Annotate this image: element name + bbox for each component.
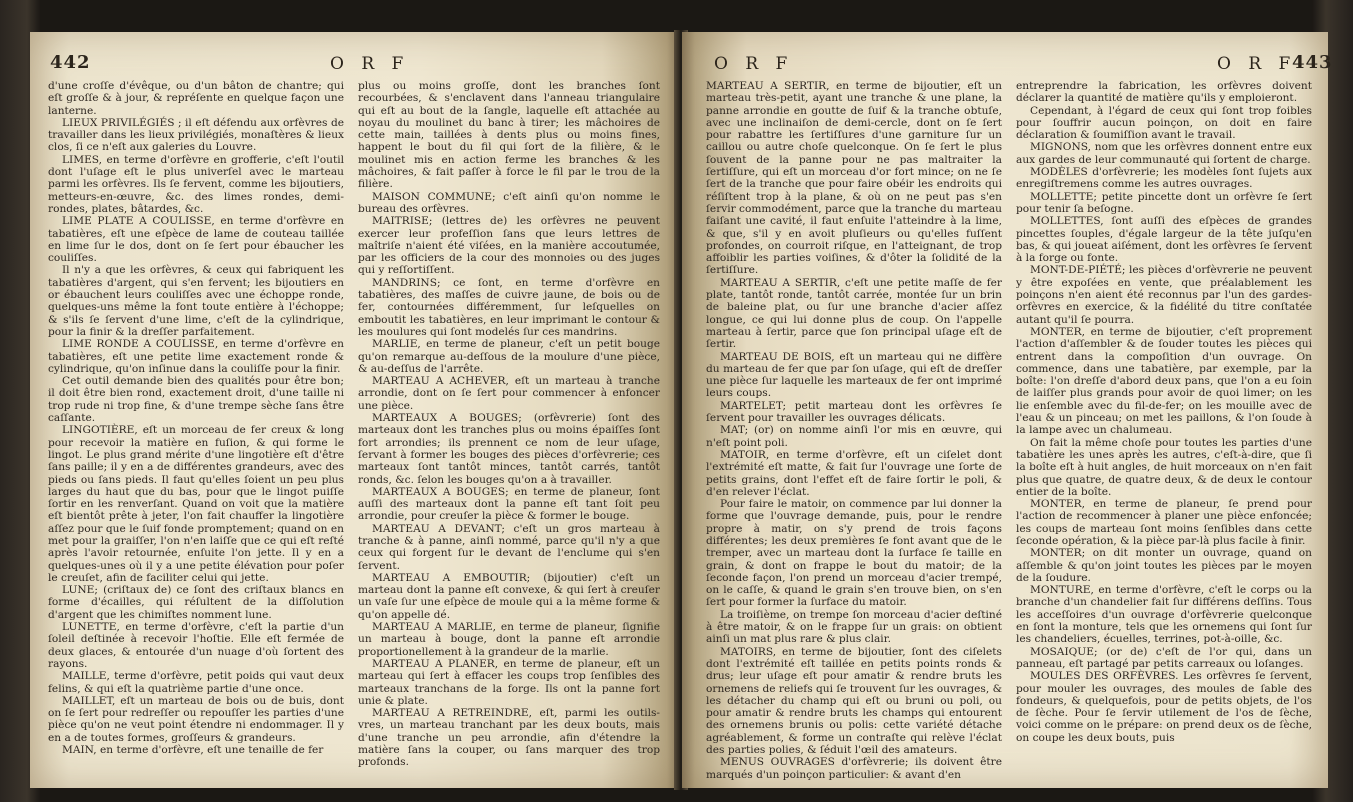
dictionary-entry: LUNETTE, en terme d'orfèvre, c'eſt la partie d'un ſoleil deſtinée à recevoir l'hoſtie. Elle eſt fermée de deux glaces, & entourée d'un nuage d'où ſortent des rayons. [48,621,344,670]
right-page [682,32,1333,788]
dictionary-entry: MAILLE, terme d'orfèvre, petit poids qui vaut deux felins, & qui eſt la quatrième partie d'une once. [48,670,344,695]
dictionary-entry: MARTEAUX A BOUGES; en terme de planeur, ſont auſſi des marteaux dont la panne eſt tant ſoit peu arrondie, pour creuſer la pièce & former le bouge. [358,485,660,523]
left-page-number: 442 [50,52,91,73]
dictionary-entry: MARTEAU A MARLIE, en terme de planeur, ſignifie un marteau à bouge, dont la panne eſt arrondie proportionellement à la grandeur de la marlie. [358,621,660,658]
dictionary-entry: MIGNONS, nom que les orfèvres donnent entre eux aux gardes de leur communauté qui ſortent de charge. [1016,141,1312,166]
dictionary-entry: LIME RONDE A COULISSE, en terme d'orfèvre en tabatières, eſt une petite lime exactement ronde & cylindrique, qu'on inſinue dans la couliſſe pour la finir. [48,338,344,375]
left-page [30,32,680,788]
dictionary-entry: LIME PLATE A COULISSE, en terme d'orfèvre en tabatières, eſt une eſpèce de lame de couteau taillée en lime ſur le dos, dont on ſe ſert pour ébaucher les couliſſes. [48,215,344,265]
dictionary-entry: MARTEAU A ACHEVER, eſt un marteau à tranche arrondie, dont on ſe ſert pour commencer à enfoncer une pièce. [358,375,660,412]
dictionary-entry: MAIN, en terme d'orfèvre, eſt une tenaille de fer [62,744,324,757]
dictionary-entry: d'une croſſe d'évêque, ou d'un bâton de chantre; qui eſt groſſe & à jour, & repréſente en quelque façon une lanterne. [48,80,344,117]
dictionary-entry: LIEUX PRIVILÉGIÉS ; il eſt défendu aux orfèvres de travailler dans les lieux privilégiés, monaſtères & lieux clos, ſi ce n'eſt aux galeries du Louvre. [48,116,344,154]
left-column-1 [48,80,344,756]
dictionary-entry: MARTEAU A SERTIR, c'eſt une petite maſſe de fer plate, tantôt ronde, tantôt carrée, montée ſur un brin de baleine plat, ou ſur une branche d'acier aſſez longue, ce qui lui donne plus de coup. On l'appelle marteau à ſertir, parce que ſon principal uſage eſt de ſertir. [706,276,1002,351]
right-column-2 [1016,80,1312,744]
dictionary-entry: Cependant, à l'égard de ceux qui ſont trop foibles pour ſouffrir aucun poinçon, on doit en faire déclaration & ſoumiſſion avant le travail. [1016,104,1312,142]
dictionary-entry: MOLLETTE; petite pincette dont un orfèvre ſe ſert pour tenir ſa beſogne. [1016,190,1312,215]
right-column-1 [706,80,1002,781]
dictionary-entry: MARTEAU A DEVANT; c'eſt un gros marteau à tranche & à panne, ainſi nommé, parce qu'il n'y a que ceux qui forgent ſur le devant de l'enclume qui s'en ſervent. [358,522,660,572]
right-running-head-left: O R F [714,54,794,74]
dictionary-entry: MARTEAU A EMBOUTIR; (bijoutier) c'eſt un marteau dont la panne eſt convexe, & qui ſert à creuſer un vaſe ſur une eſpèce de moule qui a la même forme & qu'on appelle dé. [358,571,660,621]
dictionary-entry: Il n'y a que les orfèvres, & ceux qui fabriquent les tabatières d'argent, qui s'en fervent; les bijoutiers en or ébauchent leurs couliſſes avec une échoppe ronde, quelques-uns même la font toute entière à l'échoppe; & s'ils ſe ſervent d'une lime, c'eſt de la cylindrique, pour la finir & la dreſſer parfaitement. [48,264,344,338]
dictionary-entry: MARTEAUX A BOUGES; (orfèvrerie) ſont des marteaux dont les tranches plus ou moins épaiſſes ſont fort arrondies; ils prennent ce nom de leur uſage, ſervant à former les bouges des pièces d'orfèvrerie; ces marteaux ſont tantôt minces, tantôt carrés, tantôt ronds, &c. ſelon les bouges qu'on a à travailler. [358,412,660,486]
dictionary-entry: MAITRISE; (lettres de) les orfèvres ne peuvent exercer leur profeſſion ſans que leurs lettres de maîtriſe n'aient été viſées, en la manière accoutumée, par les officiers de la cour des monnoies ou des juges qui y reſſortiſſent. [358,215,660,277]
dictionary-entry: MATOIRS, en terme de bijoutier, ſont des ciſelets dont l'extrémité eſt taillée en petits points ronds & drus; leur uſage eſt pour amatir & rendre bruts les ornemens de reliefs qui ſe trouvent ſur les ouvrages, & les détacher du champ qui eſt ou bruni ou poli, ou pour amatir & rendre bruts les champs qui entourent des ornemens brunis ou polis: cette variété détache agréablement, & forme un contraſte qui relève l'éclat des parties polies, & ſéduit l'œil des amateurs. [706,645,1002,757]
dictionary-entry: LUNE; (criſtaux de) ce ſont des criſtaux blancs en forme d'écailles, qui réſultent de la diſſolution d'argent que les chimiſtes nomment lune. [48,584,344,621]
dictionary-entry: MONTURE, en terme d'orfèvre, c'eſt le corps ou la branche d'un chandelier fait ſur différens deſſins. Tous les acceſſoires d'un ouvrage d'orfèvrerie quelconque en ſont la monture, tels que les ornemens qui ſont ſur les chandeliers, écuelles, terrines, pot-à-oille, &c. [1016,584,1312,646]
dictionary-entry: MOSAIQUE; (or de) c'eſt de l'or qui, dans un panneau, eſt partagé par petits carreaux ou loſanges. [1016,645,1312,670]
dictionary-entry: LINGOTIÈRE, eſt un morceau de fer creux & long pour recevoir la matière en fuſion, & qui forme le lingot. Le plus grand mérite d'une lingotière eſt d'être ſans paille; il y en a de différentes grandeurs, avec des pieds ou ſans pieds. Il faut qu'elles ſoient un peu plus larges du haut que du bas, pour que le lingot puiſſe ſortir en les renverſant. Quand on voit que la matière eſt bientôt prête à jeter, l'on fait chauffer la lingotière aſſez pour que le ſuif fonde promptement; quand on en met pour la graiſſer, l'on n'en laiſſe que ce qui eſt reſté après l'avoir retournée, enſuite l'on jette. Il y en a quelques-unes où il y a une petite élévation pour poſer le creuſet, afin de faciliter celui qui jette. [48,424,344,584]
dictionary-entry: MATOIR, en terme d'orfèvre, eſt un ciſelet dont l'extrémité eſt matte, & fait ſur l'ouvrage une ſorte de petits grains, dont l'effet eſt de faire ſortir le poli, & d'en relever l'éclat. [706,448,1002,498]
dictionary-entry: MONTER, en terme de planeur, ſe prend pour l'action de recommencer à planer une pièce enfoncée; les coups de marteau ſont moins ſenſibles dans cette ſeconde opération, & la pièce par-là plus facile à finir. [1016,498,1312,547]
dictionary-entry: MOLLETTES, ſont auſſi des eſpèces de grandes pincettes ſouples, d'égale largeur de la tête juſqu'en bas, & qui joueat aiſément, dont les orfèvres ſe ſervent à la forge ou fonte. [1016,215,1312,265]
dictionary-entry: LIMES, en terme d'orfèvre en grofferie, c'eſt l'outil dont l'uſage eſt le plus univerſel avec le marteau parmi les orfèvres. Ils ſe fervent, comme les bijoutiers, metteurs-en-œuvre, &c. des limes rondes, demi-rondes, plates, bâtardes, &c. [48,153,344,215]
dictionary-entry: MANDRINS; ce ſont, en terme d'orfèvre en tabatières, des maſſes de cuivre jaune, de bois ou de fer, contournées différemment, ſur leſquelles on emboutit les tabatières, en leur imprimant le contour & les moulures qui ſont modelés ſur ces mandrins. [358,276,660,338]
dictionary-entry: MONTER, en terme de bijoutier, c'eſt proprement l'action d'aſſembler & de ſouder toutes les pièces qui entrent dans la compoſition d'un ouvrage. On commence, dans une tabatière, par exemple, par la boîte: l'on dreſſe d'abord deux pans, que l'on a eu ſoin de laiſſer plus grands pour avoir de quoi limer; on les lie enſemble avec du fil-de-fer; on les mouille avec de l'eau & un pinceau; on met les paillons, & l'on ſoude à la lampe avec un chalumeau. [1016,325,1312,437]
dictionary-entry: MOULES DES ORFÈVRES. Les orfèvres ſe ſervent, pour mouler les ouvrages, des moules de ſable des fondeurs, & quelquefois, pour de petits objets, de l'os de ſèche. Pour ſe ſervir utilement de l'os de ſèche, voici comme on le prépare: on prend deux os de ſèche, on coupe les deux bouts, puis [1016,670,1312,744]
dictionary-entry: MONT-DE-PIÉTÉ; les pièces d'orfèvrerie ne peuvent y être expoſées en vente, que préalablement les poinçons n'en aient été reconnus par l'un des gardes-orfèvres en exercice, & la fidélité du titre conſtatée autant qu'il ſe pourra. [1016,264,1312,326]
dictionary-entry: Pour faire le matoir, on commence par lui donner la forme que l'ouvrage demande, puis, pour le rendre propre à matir, on s'y prend de trois façons différentes; les deux premières ſe font avant que de le tremper, avec un marteau dont la ſurface ſe taille en grain, & dont on frappe le bout du matoir; de la ſeconde façon, l'on prend un morceau d'acier trempé, on le caſſe, & quand le grain s'en trouve bien, on s'en ſert pour former la ſurface du matoir. [706,498,1002,609]
right-page-number: 443 [1292,52,1333,73]
right-running-head: O R F [1217,54,1297,74]
dictionary-entry: MAT; (or) on nomme ainſi l'or mis en œuvre, qui n'eſt point poli. [706,424,1002,449]
dictionary-entry: La troiſième, on trempe ſon morceau d'acier deſtiné à être matoir, & on le frappe ſur un grais: on obtient ainſi un mat plus rare & plus clair. [706,608,1002,646]
dictionary-entry: MODÈLES d'orfèvrerie; les modèles ſont ſujets aux enregiſtremens comme les autres ouvrages. [1016,166,1312,191]
dictionary-entry: On fait la même choſe pour toutes les parties d'une tabatière les unes après les autres, c'eſt-à-dire, que ſi la boîte eſt à huit angles, de huit morceaux on n'en fait plus que quatre, de quatre deux, & de deux le contour entier de la boîte. [1016,436,1312,498]
dictionary-entry: MARTELET; petit marteau dont les orfèvres ſe ſervent pour travailler les ouvrages délicats. [706,399,1002,425]
dictionary-entry: MARTEAU A PLANER, en terme de planeur, eſt un marteau qui ſert à effacer les coups trop ſenſibles des marteaux tranchans de la forge. Ils ont la panne fort unie & plate. [358,657,660,707]
dictionary-entry: MAILLET, eſt un marteau de bois ou de buis, dont on ſe ſert pour redreſſer ou repouſſer les parties d'une pièce qu'on ne veut point étendre ni endommager. Il y en a de toutes formes, groſſeurs & grandeurs. [48,694,344,744]
dictionary-entry: MONTER; on dit monter un ouvrage, quand on aſſemble & qu'on joint toutes les pièces par le moyen de la ſoudure. [1016,547,1312,584]
dictionary-entry: MENUS OUVRAGES d'orfèvrerie; ils doivent être marqués d'un poinçon particulier: & avant d'en [706,756,1002,781]
left-column-2 [358,80,660,769]
dictionary-entry: entreprendre la fabrication, les orfèvres doivent déclarer la quantité de matière qu'ils y emploieront. [1016,80,1312,105]
left-running-head: O R F [330,54,410,74]
dictionary-entry: MAISON COMMUNE; c'eſt ainſi qu'on nomme le bureau des orfèvres. [358,190,660,215]
dictionary-entry: plus ou moins groſſe, dont les branches ſont recourbées, & s'enclavent dans l'anneau triangulaire qui eſt au bout de la ſangle, laquelle eſt attachée au noyau du moulinet du banc à tirer; les mâchoires de cette main, taillées à dents plus ou moins fines, happent le bout du fil qui ſort de la filière, & le moulinet mis en action ferme les branches & les mâchoires, & fait paſſer à force le fil par le trou de la filière. [358,80,660,191]
dictionary-entry: MARTEAU DE BOIS, eſt un marteau qui ne diffère du marteau de fer que par ſon uſage, qui eſt de dreſſer une pièce ſur laquelle les marteaux de fer ont imprimé leurs coups. [706,350,1002,400]
dictionary-entry: Cet outil demande bien des qualités pour être bon; il doit être bien rond, exactement droit, d'une taille ni trop rude ni trop fine, & d'une trempe sèche ſans être caſſante. [48,375,344,425]
dictionary-entry: MARTEAU A RETREINDRE, eſt, parmi les outils-vres, un marteau tranchant par les deux bouts, mais d'une tranche un peu arrondie, afin d'étendre la matière ſans la couper, ou ſans marquer des trop profonds. [358,707,660,769]
dictionary-entry: MARLIE, en terme de planeur, c'eſt un petit bouge qu'on remarque au-deſſous de la moulure d'une pièce, & au-deſſus de l'arrête. [358,338,660,375]
dictionary-entry: MARTEAU A SERTIR, en terme de bijoutier, eſt un marteau très-petit, ayant une tranche & une plane, la panne arrondie en goutte de ſuif & la tranche obtuſe, avec une inclinaiſon de demi-cercle, dont on ſe ſert pour rabattre les ſertiſſures d'une garniture ſur un caillou ou autre choſe quelconque. On ſe ſert le plus ſouvent de la panne pour ne pas maltraiter la ſertiſſure, qui eſt un morceau d'or fort mince; on ne ſe ſert de la tranche que pour faire obéir les endroits qui réſiſtent trop à la plane, & où on ne peut pas s'en ſervir commodément, parce que la tranche du marteau faiſant une cavité, il faut enſuite l'atteindre à la lime, & que, s'il y en avoit pluſieurs ou qu'elles fuſſent profondes, on courroit riſque, en l'atteignant, de trop affoiblir les parties voiſines, & d'ôter la ſolidité de la ſertiſſure. [706,80,1002,277]
